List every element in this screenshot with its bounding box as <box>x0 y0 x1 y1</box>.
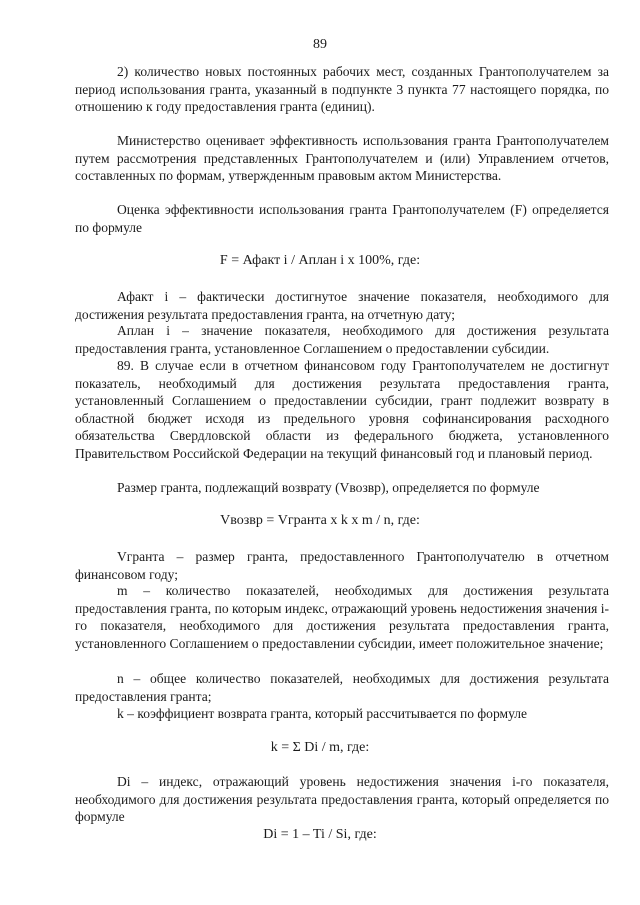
paragraph-vgranta-definition: Vгранта – размер гранта, предоставленного Грантополучателю в отчетном финансовом году; <box>75 549 609 582</box>
page-number: 89 <box>313 37 327 52</box>
paragraph-n-definition: n – общее количество показателей, необходимых для достижения результата предоставления гранта; <box>75 671 609 704</box>
formula-efficiency: F = Афакт i / Аплан i x 100%, где: <box>219 253 421 268</box>
paragraph-aplan-definition: Аплан i – значение показателя, необходимого для достижения результата предоставления гранта, установленное Соглашением о предоставлении субсидии. <box>75 323 609 356</box>
paragraph-item-89: 89. В случае если в отчетном финансовом году Грантополучателем не достигнут показатель, необходимый для достижения результата предоставления гранта, установленный Соглашением о предоставлении субсидии, грант подлежит возврату в областной бюджет исходя из предельного уровня софинансирования расходного обязательства Свердловской области из федерального бюджета, установленного Правительством Российской Федерации на текущий финансовый год и плановый период. <box>75 358 609 461</box>
paragraph-efficiency-formula-intro: Оценка эффективности использования гранта Грантополучателем (F) определяется по формуле <box>75 202 609 235</box>
paragraph-di-definition: Di – индекс, отражающий уровень недостижения значения i-го показателя, необходимого для достижения результата предоставления гранта, который определяется по формуле <box>75 774 609 825</box>
paragraph-refund-formula-intro: Размер гранта, подлежащий возврату (Vвозвр), определяется по формуле <box>117 480 540 495</box>
paragraph-ministry-evaluation: Министерство оценивает эффективность использования гранта Грантополучателем путем рассмотрения представленных Грантополучателем и (или) Управлением отчетов, составленных по формам, утвержденным правовым актом Министерства. <box>75 133 609 184</box>
formula-di: Di = 1 – Ti / Si, где: <box>263 827 377 842</box>
paragraph-item-2-new-jobs: 2) количество новых постоянных рабочих мест, созданных Грантополучателем за период использования гранта, указанный в подпункте 3 пункта 77 настоящего порядка, по отношению к году предоставления гранта (единиц). <box>75 64 609 115</box>
paragraph-afakt-definition: Афакт i – фактически достигнутое значение показателя, необходимого для достижения результата предоставления гранта, на отчетную дату; <box>75 289 609 322</box>
paragraph-k-definition: k – коэффициент возврата гранта, который рассчитывается по формуле <box>117 706 528 721</box>
formula-refund: Vвозвр = Vгранта x k x m / n, где: <box>220 513 420 528</box>
paragraph-m-definition: m – количество показателей, необходимых для достижения результата предоставления гранта, по которым индекс, отражающий уровень недостижения значения i-го показателя, необходимого для достижения результата предоставления гранта, установленного Соглашением о предоставлении субсидии, имеет положительное значение; <box>75 583 609 651</box>
formula-k: k = Σ Di / m, где: <box>270 740 370 755</box>
